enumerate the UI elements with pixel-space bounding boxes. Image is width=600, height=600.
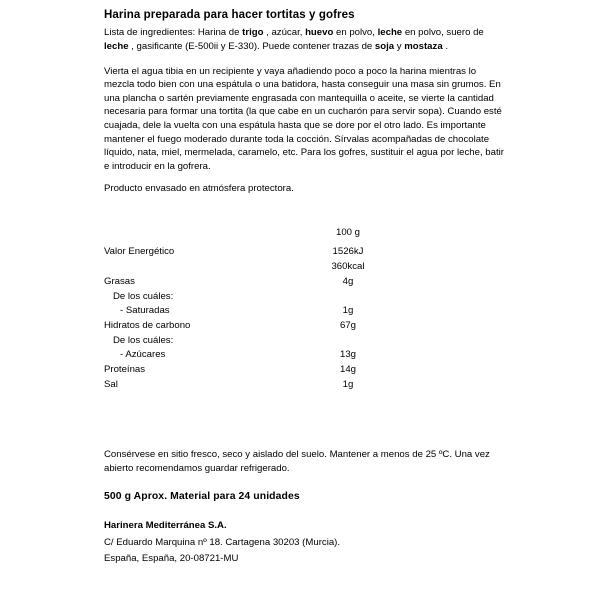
nutrition-row-label: - Azúcares (120, 349, 166, 361)
nutrition-row (104, 290, 394, 305)
allergen-term: trigo (242, 27, 264, 39)
nutrition-row-label: Proteínas (104, 364, 146, 376)
preparation-instructions: Vierta el agua tibia en un recipiente y vaya añadiendo poco a poco la harina mientras lo mezcla todo bien con una espátula o una batidora, hasta conseguir una masa sin grumos. En una plancha o sartén previamente engrasada con mantequilla o aceite, se vierte la cantidad necesaria para formar una tortita (la que cabe en un cucharón para servir sopa). Cuando esté cuajada, dele la vuelta con una espátula hasta que se dore por el otro lado. Es importante mantener el fuego moderado durante toda la cocción. Sírvalas acompañadas de chocolate líquido, nata, miel, mermelada, caramelo, etc. Para los gofres, sustituir el agua por leche, batir e introducir en la gofrera. (104, 65, 504, 172)
nutrition-row-label: De los cuáles: (113, 290, 174, 302)
nutrition-row-value: 67g (339, 319, 356, 331)
nutrition-row (104, 319, 394, 334)
allergen-term: leche (104, 40, 129, 52)
nutrition-row-value: 4g (342, 275, 354, 287)
nutrition-header-amount: 100 g (335, 227, 360, 239)
nutrition-row (104, 275, 394, 290)
company-address: C/ Eduardo Marquina nº 18. Cartagena 30203 (Murcia). (104, 536, 341, 548)
allergen-term: huevo (305, 27, 334, 39)
nutrition-row-label: - Saturadas (120, 305, 170, 317)
nutrition-row (104, 245, 394, 260)
ingredient-text: . (442, 40, 448, 52)
ingredient-text: Lista de ingredientes: Harina de (104, 27, 243, 39)
nutrition-table-body (104, 226, 394, 393)
nutrition-row (104, 304, 394, 319)
nutrition-row-value: 14g (339, 364, 356, 376)
nutrition-table (104, 226, 394, 393)
nutrition-row-value: 360kcal (331, 261, 365, 273)
storage-instructions: Consérvese en sitio fresco, seco y aislado del suelo. Mantener a menos de 25 ºC. Una vez abierto recomendamos guardar refrigerado. (104, 448, 490, 474)
packaging-note: Producto envasado en atmósfera protectora. (104, 183, 294, 195)
company-country: España, España, 20-08721-MU (104, 553, 239, 565)
nutrition-header-row (104, 226, 394, 245)
nutrition-row-label: Valor Energético (104, 246, 175, 258)
allergen-term: soja (374, 40, 395, 52)
nutrition-row (104, 348, 394, 363)
nutrition-row-value (302, 334, 394, 349)
nutrition-row-value: 1g (342, 378, 354, 390)
nutrition-table-grid (104, 226, 394, 393)
nutrition-row-value: 13g (339, 349, 356, 361)
nutrition-row (104, 260, 394, 275)
company-block (104, 518, 504, 568)
nutrition-header-blank (104, 226, 302, 245)
product-title: Harina preparada para hacer tortitas y gofres (104, 9, 355, 21)
nutrition-row-label: Grasas (104, 275, 135, 287)
nutrition-row-label (104, 260, 302, 275)
nutrition-row-value: 1526kJ (332, 246, 364, 258)
ingredient-text: y (394, 40, 405, 52)
ingredient-text: , gasificante (E-500ii y E-330). Puede contener trazas de (128, 40, 375, 52)
nutrition-row-label: Sal (104, 378, 118, 390)
nutrition-row-label: Hidratos de carbono (104, 319, 191, 331)
company-name: Harinera Mediterránea S.A. (104, 520, 227, 532)
ingredient-text: en polvo, suero de (402, 27, 484, 39)
nutrition-row (104, 378, 394, 393)
net-weight: 500 g Aprox. Material para 24 unidades (104, 491, 300, 503)
ingredients-list (104, 26, 504, 53)
nutrition-row (104, 334, 394, 349)
nutrition-row-value: 1g (342, 305, 354, 317)
nutrition-row-label: De los cuáles: (113, 334, 174, 346)
label-content (104, 8, 504, 568)
allergen-term: leche (377, 27, 403, 39)
ingredient-text: , azúcar, (263, 27, 306, 39)
ingredient-text: en polvo, (333, 27, 378, 39)
nutrition-row-value (302, 290, 394, 305)
nutrition-row (104, 363, 394, 378)
allergen-term: mostaza (404, 40, 443, 52)
